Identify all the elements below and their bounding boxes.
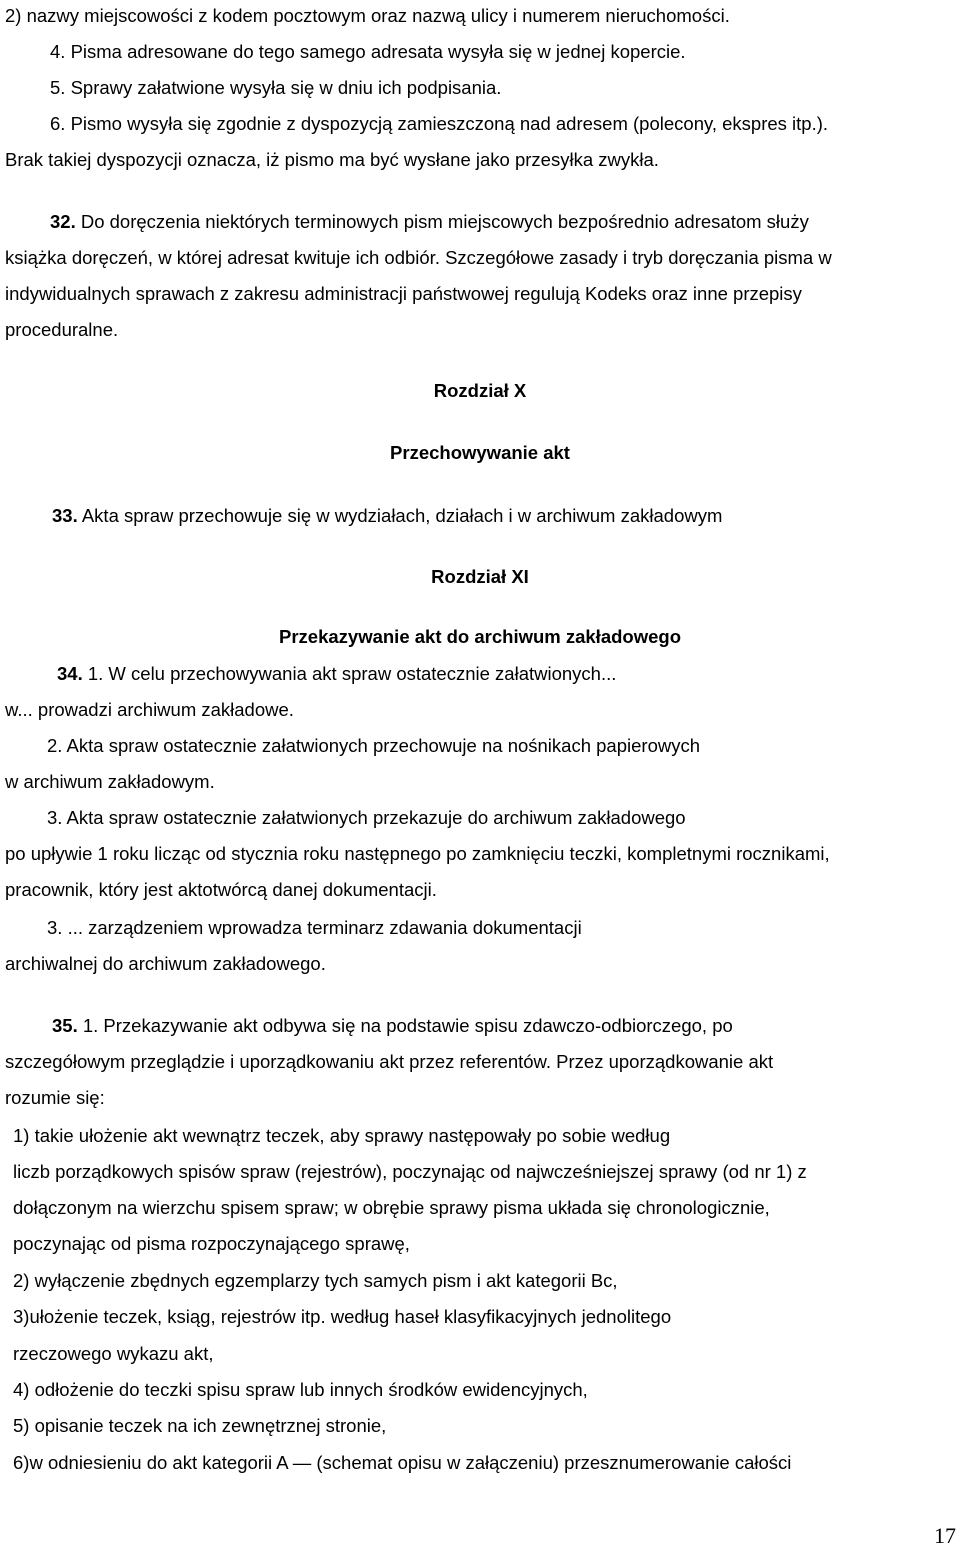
list-item: 1) takie ułożenie akt wewnątrz teczek, aby sprawy następowały po sobie według	[13, 1125, 671, 1146]
paragraph-34-line: 34. 1. W celu przechowywania akt spraw ostatecznie załatwionych...	[57, 663, 617, 684]
section-number: 33.	[52, 505, 78, 526]
section-number: 32.	[50, 211, 76, 232]
text-line: 4. Pisma adresowane do tego samego adresata wysyła się w jednej kopercie.	[50, 41, 686, 62]
page-number: 17	[934, 1523, 956, 1548]
list-item-continuation: liczb porządkowych spisów spraw (rejestrów), poczynając od najwcześniejszej sprawy (od nr 1) z	[13, 1161, 807, 1182]
text-line: 5. Sprawy załatwione wysyła się w dniu ich podpisania.	[50, 77, 502, 98]
text-line: 3. Akta spraw ostatecznie załatwionych przekazuje do archiwum zakładowego	[47, 807, 686, 828]
list-item-continuation: poczynając od pisma rozpoczynającego sprawę,	[13, 1233, 410, 1254]
list-item: 6)w odniesieniu do akt kategorii A — (schemat opisu w załączeniu) przesznumerowanie całości	[13, 1452, 792, 1473]
text-line: w... prowadzi archiwum zakładowe.	[5, 699, 294, 720]
list-item: 4) odłożenie do teczki spisu spraw lub innych środków ewidencyjnych,	[13, 1379, 588, 1400]
chapter-title: Rozdział X	[433, 380, 527, 401]
list-item: 2) wyłączenie zbędnych egzemplarzy tych samych pism i akt kategorii Bc,	[13, 1270, 618, 1291]
section-number: 34.	[57, 663, 83, 684]
text-line: po upływie 1 roku licząc od stycznia roku następnego po zamknięciu teczki, kompletnymi rocznikami,	[5, 843, 830, 864]
text-line: szczegółowym przeglądzie i uporządkowaniu akt przez referentów. Przez uporządkowanie akt	[5, 1051, 774, 1072]
text-line: 3. ... zarządzeniem wprowadza terminarz zdawania dokumentacji	[47, 917, 582, 938]
text-line: pracownik, który jest aktotwórcą danej dokumentacji.	[5, 879, 437, 900]
list-item: 3)ułożenie teczek, ksiąg, rejestrów itp. według haseł klasyfikacyjnych jednolitego	[13, 1306, 672, 1327]
chapter-subtitle: Przechowywanie akt	[390, 442, 570, 463]
list-item-continuation: rzeczowego wykazu akt,	[13, 1343, 214, 1364]
list-item: 5) opisanie teczek na ich zewnętrznej stronie,	[13, 1415, 387, 1436]
text-line: archiwalnej do archiwum zakładowego.	[5, 953, 326, 974]
paragraph-35-line: 35. 1. Przekazywanie akt odbywa się na podstawie spisu zdawczo-odbiorczego, po	[52, 1015, 733, 1036]
text-line: książka doręczeń, w której adresat kwituje ich odbiór. Szczegółowe zasady i tryb doręczania pisma w	[5, 247, 832, 268]
chapter-title: Rozdział XI	[431, 566, 529, 587]
text-line: w archiwum zakładowym.	[5, 771, 215, 792]
text-line: 2) nazwy miejscowości z kodem pocztowym oraz nazwą ulicy i numerem nieruchomości.	[5, 5, 730, 26]
list-item-continuation: dołączonym na wierzchu spisem spraw; w obrębie sprawy pisma układa się chronologicznie,	[13, 1197, 770, 1218]
section-number: 35.	[52, 1015, 78, 1036]
text-line: Brak takiej dyspozycji oznacza, iż pismo ma być wysłane jako przesyłka zwykła.	[5, 149, 659, 170]
paragraph-33-line: 33. Akta spraw przechowuje się w wydziałach, działach i w archiwum zakładowym	[52, 505, 723, 526]
text-line: 6. Pismo wysyła się zgodnie z dyspozycją zamieszczoną nad adresem (polecony, ekspres itp.).	[50, 113, 829, 134]
text-line: 2. Akta spraw ostatecznie załatwionych przechowuje na nośnikach papierowych	[47, 735, 701, 756]
text-line: indywidualnych sprawach z zakresu administracji państwowej regulują Kodeks oraz inne przepisy	[5, 283, 802, 304]
text-line: rozumie się:	[5, 1087, 105, 1108]
text-line: proceduralne.	[5, 319, 119, 340]
chapter-subtitle: Przekazywanie akt do archiwum zakładowego	[279, 626, 681, 647]
paragraph-32-line: 32. Do doręczenia niektórych terminowych pism miejscowych bezpośrednio adresatom służy	[50, 211, 809, 232]
